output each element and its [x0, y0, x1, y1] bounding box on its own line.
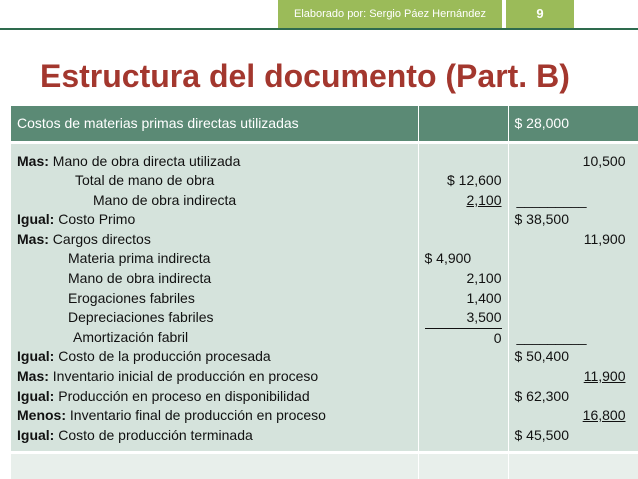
header-amount-cell: $ 28,000	[508, 106, 638, 142]
line-produccion-disponibilidad: Igual: Producción en proceso en disponibilidad	[17, 387, 310, 404]
mid-value: 2,100	[466, 191, 502, 208]
totals-column	[508, 142, 638, 452]
empty-cell	[508, 452, 638, 479]
total-value: 11,900	[583, 368, 626, 385]
line-mano-obra-indirecta: Mano de obra indirecta	[93, 191, 237, 208]
cost-structure-table	[11, 106, 638, 479]
line-amortizacion-fabril: Amortización fabril	[73, 328, 189, 345]
slide-header-bar	[0, 0, 638, 30]
mid-value: $ 4,900	[424, 250, 472, 267]
total-value: $ 62,300	[514, 387, 569, 404]
total-value	[515, 289, 632, 309]
subtotals-column	[418, 142, 508, 452]
total-value: $ 45,500	[514, 426, 569, 443]
line-inventario-inicial: Mas: Inventario inicial de producción en proceso	[17, 368, 319, 385]
line-erogaciones-fabriles: Erogaciones fabriles	[68, 289, 195, 306]
slide-title: Estructura del documento (Part. B)	[40, 58, 570, 94]
header-divider	[0, 28, 638, 30]
mid-value: 1,400	[466, 289, 502, 306]
total-value	[515, 308, 632, 328]
author-tab: Elaborado por: Sergio Páez Hernández	[278, 0, 502, 28]
total-value	[515, 171, 632, 191]
line-costo-produccion-terminada: Igual: Costo de producción terminada	[17, 426, 253, 443]
line-costo-primo: Igual: Costo Primo	[17, 211, 136, 228]
line-cargos-directos: Mas: Cargos directos	[17, 230, 151, 247]
table-body-row	[11, 142, 638, 452]
line-materia-prima-indirecta: Materia prima indirecta	[68, 250, 211, 267]
table-header-row	[11, 106, 638, 142]
line-total-mano-obra: Total de mano de obra	[75, 172, 215, 189]
total-value	[515, 249, 632, 269]
table-empty-row	[11, 452, 638, 479]
page-number: 9	[506, 0, 574, 28]
line-costo-produccion-procesada: Igual: Costo de la producción procesada	[17, 348, 271, 365]
total-value: 16,800	[582, 407, 626, 424]
total-value: 10,500	[582, 152, 626, 169]
mid-value	[425, 152, 502, 172]
total-rule: _________	[516, 191, 587, 208]
total-value: $ 50,400	[514, 348, 569, 365]
mid-value: 2,100	[466, 270, 502, 287]
line-mas-mano-obra: Mas: Mano de obra directa utilizada	[17, 152, 241, 169]
total-value: 11,900	[583, 230, 626, 247]
mid-value: 0	[425, 328, 502, 348]
header-label-cell: Costos de materias primas directas utilizadas	[11, 106, 418, 142]
line-inventario-final: Menos: Inventario final de producción en proceso	[17, 407, 326, 424]
line-depreciaciones-fabriles: Depreciaciones fabriles	[68, 309, 214, 326]
mid-value	[425, 230, 502, 250]
mid-value: $ 12,600	[447, 172, 502, 189]
total-rule: _________	[516, 328, 587, 345]
mid-value	[425, 210, 502, 230]
empty-cell	[418, 452, 508, 479]
concepts-column	[11, 142, 418, 452]
header-middle-cell	[418, 106, 508, 142]
mid-value: 3,500	[466, 309, 502, 326]
empty-cell	[11, 452, 418, 479]
line-mano-obra-indirecta-2: Mano de obra indirecta	[68, 270, 212, 287]
total-value	[515, 269, 632, 289]
total-value: $ 38,500	[514, 211, 569, 228]
